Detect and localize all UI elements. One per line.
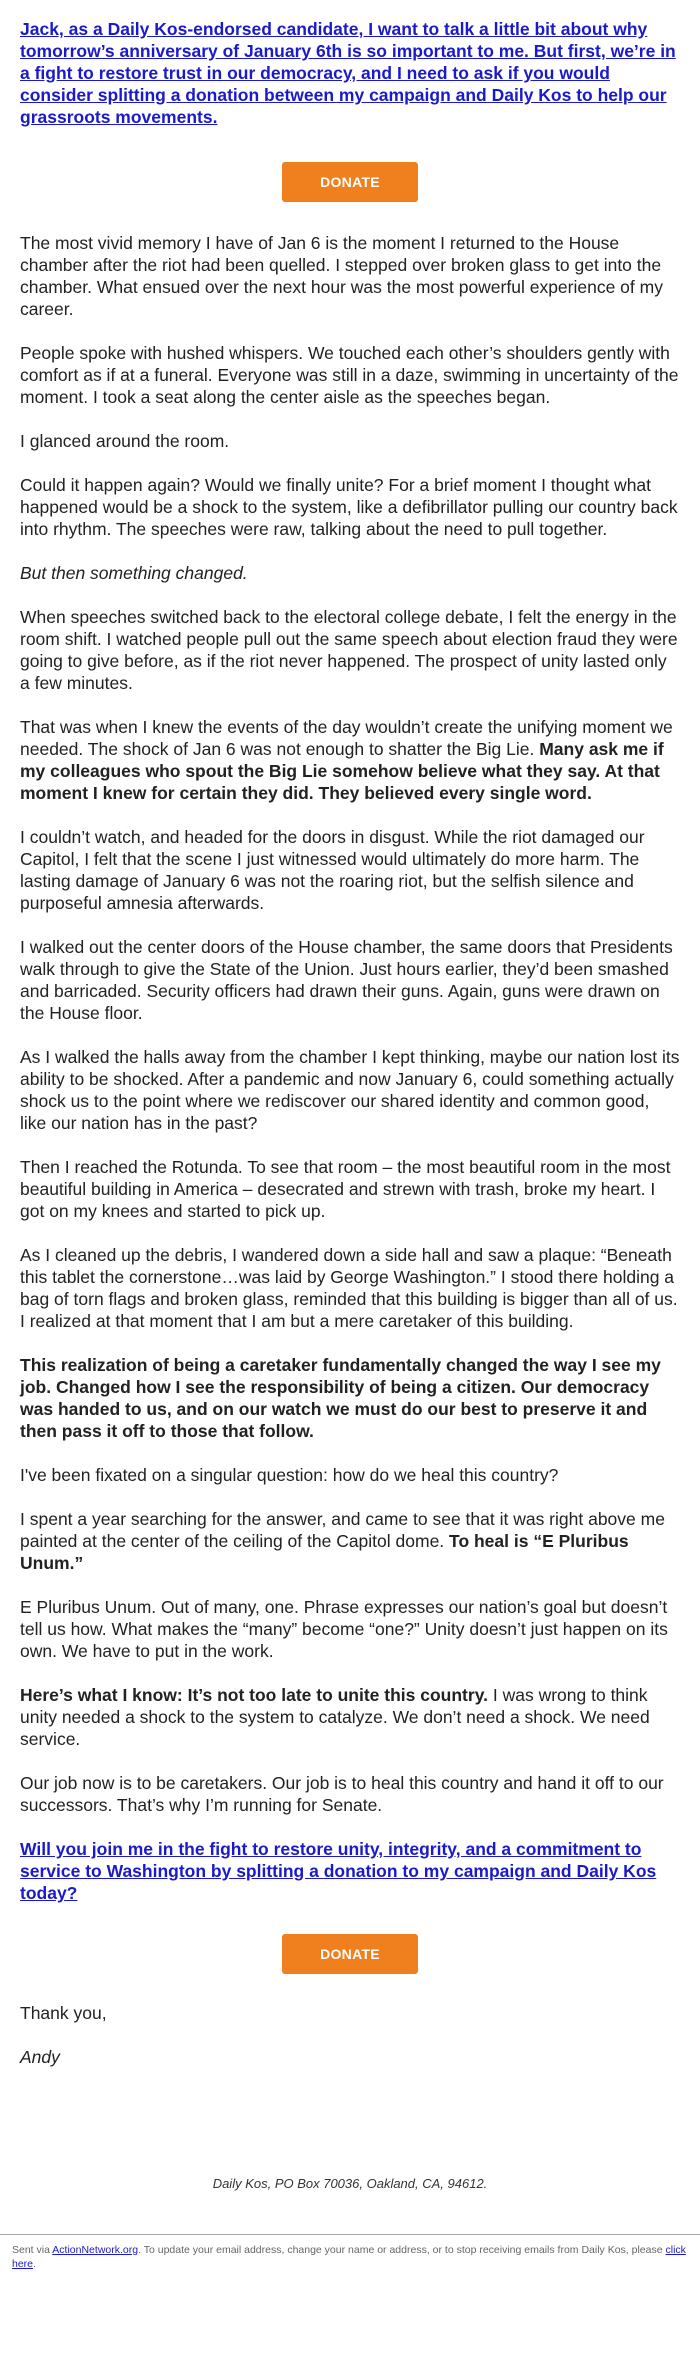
paragraph-17-text: I was wrong to think unity needed a shock to the system to catalyze. We don’t need a shock. We need service.	[20, 1685, 650, 1749]
paragraph-8: I couldn’t watch, and headed for the doors in disgust. While the riot damaged our Capitol, I felt that the scene I just witnessed would ultimately do more harm. The lasting damage of January 6 was not the roaring riot, but the selfish silence and purposeful amnesia afterwards.	[20, 827, 645, 913]
donate-button[interactable]: DONATE	[282, 162, 418, 202]
paragraph-15	[20, 1508, 680, 1574]
closing-donate-link[interactable]: Will you join me in the fight to restore unity, integrity, and a commitment to service to Washington by splitting a donation to my campaign and Daily Kos today?	[20, 1839, 657, 1903]
paragraph-11: Then I reached the Rotunda. To see that room – the most beautiful room in the most beautiful building in America – desecrated and strewn with trash, broke my heart. I got on my knees and started to pick up.	[20, 1157, 671, 1221]
paragraph-5: But then something changed.	[20, 563, 248, 583]
paragraph-15-text: I spent a year searching for the answer, and came to see that it was right above me painted at the center of the ceiling of the Capitol dome.	[20, 1509, 665, 1551]
footer-mid-text: . To update your email address, change your name or address, or to stop receiving emails from Daily Kos, please	[138, 2244, 663, 2256]
paragraph-12: As I cleaned up the debris, I wandered down a side hall and saw a plaque: “Beneath this tablet the cornerstone…was laid by George Washington.” I stood there holding a bag of torn flags and broken glass, reminded that this building is bigger than all of us. I realized at that moment that I am but a mere caretaker of this building.	[20, 1245, 678, 1331]
paragraph-18: Our job now is to be caretakers. Our job is to heal this country and hand it off to our successors. That’s why I’m running for Senate.	[20, 1773, 664, 1815]
paragraph-13: This realization of being a caretaker fundamentally changed the way I see my job. Changed how I see the responsibility of being a citizen. Our democracy was handed to us, and on our watch we must do our best to preserve it and then pass it off to those that follow.	[20, 1355, 661, 1441]
paragraph-4: Could it happen again? Would we finally unite? For a brief moment I thought what happened would be a shock to the system, like a defibrillator pulling our country back into rhythm. The speeches were raw, talking about the need to pull together.	[20, 475, 678, 539]
footer-sent-via: Sent via	[12, 2244, 50, 2256]
actionnetwork-link[interactable]: ActionNetwork.org	[52, 2244, 139, 2256]
paragraph-14: I've been fixated on a singular question: how do we heal this country?	[20, 1465, 559, 1485]
closing-paragraph	[20, 1838, 680, 1904]
unsubscribe-footer	[0, 2234, 700, 2285]
intro-donate-link[interactable]: Jack, as a Daily Kos-endorsed candidate, I want to talk a little bit about why tomorrow’s anniversary of January 6th is so important to me. But first, we’re in a fight to restore trust in our democracy, and I need to ask if you would consider splitting a donation between my campaign and Daily Kos to help our grassroots movements.	[20, 19, 676, 127]
click-here-link[interactable]: click here	[12, 2244, 686, 2270]
paragraph-7	[20, 716, 680, 804]
paragraph-9: I walked out the center doors of the House chamber, the same doors that Presidents walk through to give the State of the Union. Just hours earlier, they’d been smashed and barricaded. Security officers had drawn their guns. Again, guns were drawn on the House floor.	[20, 937, 673, 1023]
donate-button-wrap	[20, 162, 680, 202]
paragraph-6: When speeches switched back to the electoral college debate, I felt the energy in the room shift. I watched people pull out the same speech about election fraud they were going to give before, as if the riot never happened. The prospect of unity lasted only a few minutes.	[20, 607, 678, 693]
donate-button-wrap-2	[20, 1934, 680, 1974]
paragraph-3: I glanced around the room.	[20, 431, 230, 451]
thanks-text: Thank you,	[20, 2003, 107, 2023]
paragraph-16: E Pluribus Unum. Out of many, one. Phrase expresses our nation’s goal but doesn’t tell us how. What makes the “many” become “one?” Unity doesn’t just happen on its own. We have to put in the work.	[20, 1597, 668, 1661]
paragraph-17-bold: Here’s what I know: It’s not too late to unite this country.	[20, 1685, 488, 1705]
footer-address: Daily Kos, PO Box 70036, Oakland, CA, 94612.	[212, 2176, 488, 2191]
paragraph-7-text: That was when I knew the events of the day wouldn’t create the unifying moment we needed. The shock of Jan 6 was not enough to shatter the Big Lie.	[20, 717, 673, 759]
paragraph-17	[20, 1684, 680, 1750]
footer-end: .	[33, 2258, 36, 2270]
paragraph-2: People spoke with hushed whispers. We touched each other’s shoulders gently with comfort as if at a funeral. Everyone was still in a daze, swimming in uncertainty of the moment. I took a seat along the center aisle as the speeches began.	[20, 343, 679, 407]
paragraph-1: The most vivid memory I have of Jan 6 is the moment I returned to the House chamber after the riot had been quelled. I stepped over broken glass to get into the chamber. What ensued over the next hour was the most powerful experience of my career.	[20, 233, 663, 319]
paragraph-10: As I walked the halls away from the chamber I kept thinking, maybe our nation lost its ability to be shocked. After a pandemic and now January 6, could something actually shock us to the point where we rediscover our shared identity and common good, like our nation has in the past?	[20, 1047, 680, 1133]
paragraph-15-bold: To heal is “E Pluribus Unum.”	[20, 1531, 629, 1573]
donate-button-2[interactable]: DONATE	[282, 1934, 418, 1974]
signature: Andy	[20, 2047, 60, 2067]
paragraph-7-bold: Many ask me if my colleagues who spout the Big Lie somehow believe what they say. At that moment I knew for certain they did. They believed every single word.	[20, 739, 664, 803]
